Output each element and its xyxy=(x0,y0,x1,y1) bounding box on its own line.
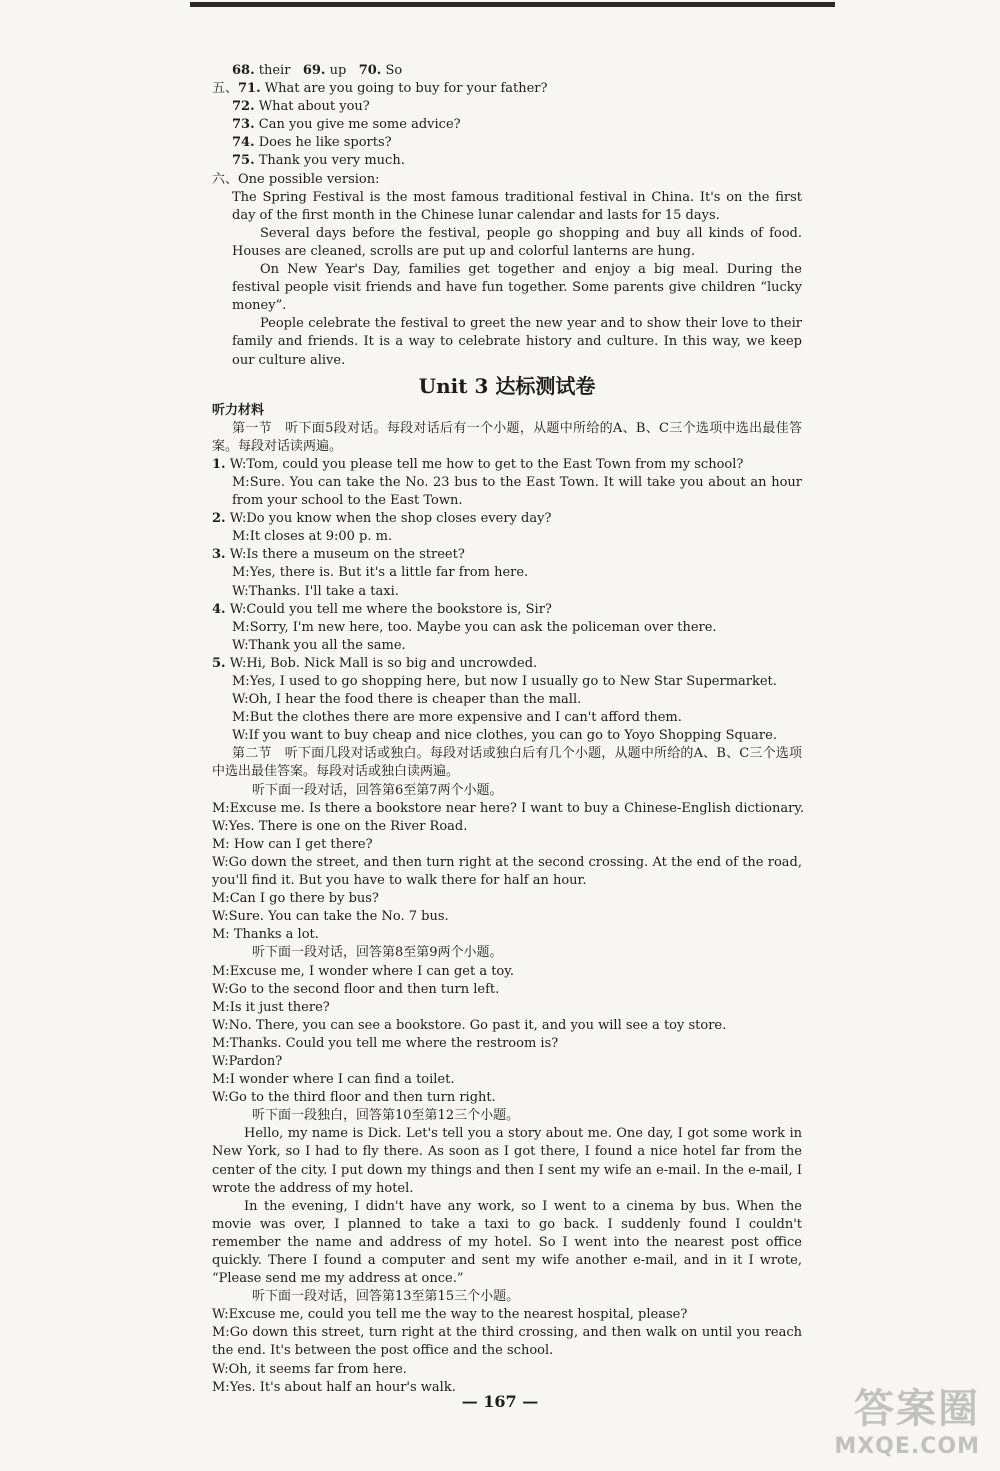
dialog-line: M:Excuse me. Is there a bookstore near here? I want to buy a Chinese-English dictionary. xyxy=(212,800,805,816)
dialog-6-7 xyxy=(212,800,805,945)
essay-paragraph: On New Year's Day, families get together and enjoy a big meal. During the festival people visit friends and have fun together. Some parents give children “lucky money”. xyxy=(232,262,802,314)
part2-intro: 第二节 听下面几段对话或独白。每段对话或独白后有几个小题，从题中所给的A、B、C三个选项中选出最佳答案。每段对话或独白读两遍。 xyxy=(212,746,802,780)
essay-paragraph: People celebrate the festival to greet the new year and to show their love to their family and friends. It is a way to celebrate history and culture. In this way, we keep our culture alive. xyxy=(232,316,802,368)
answer-text: their xyxy=(254,63,291,78)
section-5-item xyxy=(212,80,802,98)
section-5-item xyxy=(212,134,802,152)
monologue-10-12 xyxy=(212,1125,802,1288)
section-5-item xyxy=(212,152,802,170)
dialog-line: W:Oh, I hear the food there is cheaper than the mall. xyxy=(232,692,582,708)
answer-number: 70. xyxy=(358,63,382,78)
section-5-item xyxy=(212,116,802,134)
dialog-line: M:Can I go there by bus? xyxy=(212,891,379,907)
watermark-url: MXQE.COM xyxy=(834,1434,980,1459)
dialog-line: W:Go down the street, and then turn right at the second crossing. At the end of the road, you'll find it. But you have to walk there for half an hour. xyxy=(212,854,802,889)
answer-number: 68. xyxy=(232,63,255,78)
page-content xyxy=(212,62,805,1397)
dialog-line: M:Yes. It's about half an hour's walk. xyxy=(212,1379,456,1395)
dialog-13-15-intro: 听下面一段对话，回答第13至第15三个小题。 xyxy=(252,1289,520,1305)
dialog-line: W:Oh, it seems far from here. xyxy=(212,1361,407,1377)
item-text: Can you give me some advice? xyxy=(254,117,461,133)
dialog-8-9 xyxy=(212,963,802,1108)
part1-intro: 第一节 听下面5段对话。每段对话后有一个小题，从题中所给的A、B、C三个选项中选出最佳答案。每段对话读两遍。 xyxy=(212,420,802,454)
dialog-line: M:Yes, I used to go shopping here, but now I usually go to New Star Supermarket. xyxy=(232,674,777,689)
section-label: 六、 xyxy=(212,171,239,187)
dialog-line: M:Sorry, I'm new here, too. Maybe you can ask the policeman over there. xyxy=(232,619,717,635)
dialog-5 xyxy=(212,655,802,745)
answers-68-70 xyxy=(212,62,802,80)
item-number: 72. xyxy=(232,99,255,115)
watermark-logo: 答案圈 xyxy=(854,1386,980,1432)
dialog-line: W:Tom, could you please tell me how to get to the East Town from my school? xyxy=(229,456,744,472)
dialog-6-7-intro: 听下面一段对话，回答第6至第7两个小题。 xyxy=(252,782,503,798)
answer-text: up xyxy=(325,63,347,78)
item-number: 74. xyxy=(232,135,255,151)
watermark xyxy=(834,1377,980,1459)
dialog-line: W:Go to the third floor and then turn right. xyxy=(212,1090,496,1106)
section-label: 五、 xyxy=(212,81,239,97)
dialog-line: M: How can I get there? xyxy=(212,836,373,852)
dialog-1 xyxy=(212,456,802,510)
dialog-line: W:No. There, you can see a bookstore. Go past it, and you will see a toy store. xyxy=(212,1017,727,1033)
dialog-number: 2. xyxy=(212,511,226,527)
dialog-line: M:Yes, there is. But it's a little far from here. xyxy=(232,565,529,581)
dialog-line: W:Pardon? xyxy=(212,1053,283,1069)
dialog-line: W:Sure. You can take the No. 7 bus. xyxy=(212,909,449,925)
dialog-line: W:Is there a museum on the street? xyxy=(229,547,465,563)
answer-text: So xyxy=(381,63,403,78)
dialog-line: M:Is it just there? xyxy=(212,999,330,1015)
dialog-line: W:Thank you all the same. xyxy=(232,637,406,653)
dialog-line: M:Sure. You can take the No. 23 bus to the East Town. It will take you about an hour from your school to the East Town. xyxy=(232,474,802,509)
section-head-text: One possible version: xyxy=(238,171,380,187)
monologue-paragraph: Hello, my name is Dick. Let's tell you a story about me. One day, I got some work in New York, so I had to fly there. As soon as I got there, I found a nice hotel far from the center of the city. I put down my things and then I sent my wife an e-mail. In the e-mail, I wrote the address of my hotel. xyxy=(212,1126,802,1196)
listening-label: 听力材料 xyxy=(212,402,265,418)
item-number: 73. xyxy=(232,117,255,133)
dialog-line: M:Thanks. Could you tell me where the restroom is? xyxy=(212,1035,559,1051)
dialog-8-9-intro: 听下面一段对话，回答第8至第9两个小题。 xyxy=(252,945,503,961)
unit-title: Unit 3 达标测试卷 xyxy=(418,373,596,398)
section-6-head xyxy=(212,171,802,189)
dialog-line: W:Do you know when the shop closes every day? xyxy=(229,511,552,527)
item-text: What are you going to buy for your father? xyxy=(260,81,548,97)
item-number: 75. xyxy=(232,153,255,169)
dialog-line: W:Hi, Bob. Nick Mall is so big and uncrowded. xyxy=(229,655,538,671)
dialog-line: W:Excuse me, could you tell me the way to the nearest hospital, please? xyxy=(212,1307,688,1323)
answer-number: 69. xyxy=(302,63,326,78)
dialog-number: 4. xyxy=(212,601,226,617)
dialog-line: M:But the clothes there are more expensive and I can't afford them. xyxy=(232,710,682,726)
top-rule xyxy=(190,2,835,7)
dialog-number: 1. xyxy=(212,456,226,472)
dialog-line: W:If you want to buy cheap and nice clothes, you can go to Yoyo Shopping Square. xyxy=(232,728,777,744)
dialog-line: W:Go to the second floor and then turn left. xyxy=(212,981,500,997)
dialog-2 xyxy=(212,510,802,546)
item-text: What about you? xyxy=(254,99,370,115)
dialog-13-15 xyxy=(212,1306,802,1396)
item-text: Thank you very much. xyxy=(254,153,405,169)
dialog-line: M:It closes at 9:00 p. m. xyxy=(232,529,393,545)
dialog-number: 5. xyxy=(212,655,226,671)
dialog-3 xyxy=(212,546,802,600)
dialog-line: M:Go down this street, turn right at the third crossing, and then walk on until you reach the end. It's between the post office and the school. xyxy=(212,1325,802,1359)
dialog-line: M:Excuse me, I wonder where I can get a toy. xyxy=(212,963,514,979)
page-number: — 167 — xyxy=(461,1392,539,1411)
item-number: 71. xyxy=(238,81,261,97)
essay-paragraph: The Spring Festival is the most famous traditional festival in China. It's on the first day of the first month in the Chinese lunar calendar and lasts for 15 days. xyxy=(232,189,802,223)
section-5-item xyxy=(212,98,802,116)
item-text: Does he like sports? xyxy=(254,135,392,151)
dialog-line: W:Thanks. I'll take a taxi. xyxy=(232,583,399,599)
dialog-number: 3. xyxy=(212,547,226,563)
monologue-10-12-intro: 听下面一段独白，回答第10至第12三个小题。 xyxy=(252,1108,520,1124)
dialog-line: M: Thanks a lot. xyxy=(212,927,319,943)
essay-paragraph: Several days before the festival, people go shopping and buy all kinds of food. Houses are cleaned, scrolls are put up and colorful lanterns are hung. xyxy=(232,225,802,259)
dialog-line: W:Could you tell me where the bookstore is, Sir? xyxy=(229,601,552,617)
dialog-line: W:Yes. There is one on the River Road. xyxy=(212,818,468,834)
monologue-paragraph: In the evening, I didn't have any work, so I went to a cinema by bus. When the movie was over, I planned to take a taxi to go back. I suddenly found I couldn't remember the name and address of my hotel. So I went into the nearest post office quickly. There I found a computer and sent my wife another e-mail, and in it I wrote, “Please send me my address at once.” xyxy=(212,1198,802,1287)
dialog-4 xyxy=(212,601,802,655)
dialog-line: M:I wonder where I can find a toilet. xyxy=(212,1072,455,1088)
